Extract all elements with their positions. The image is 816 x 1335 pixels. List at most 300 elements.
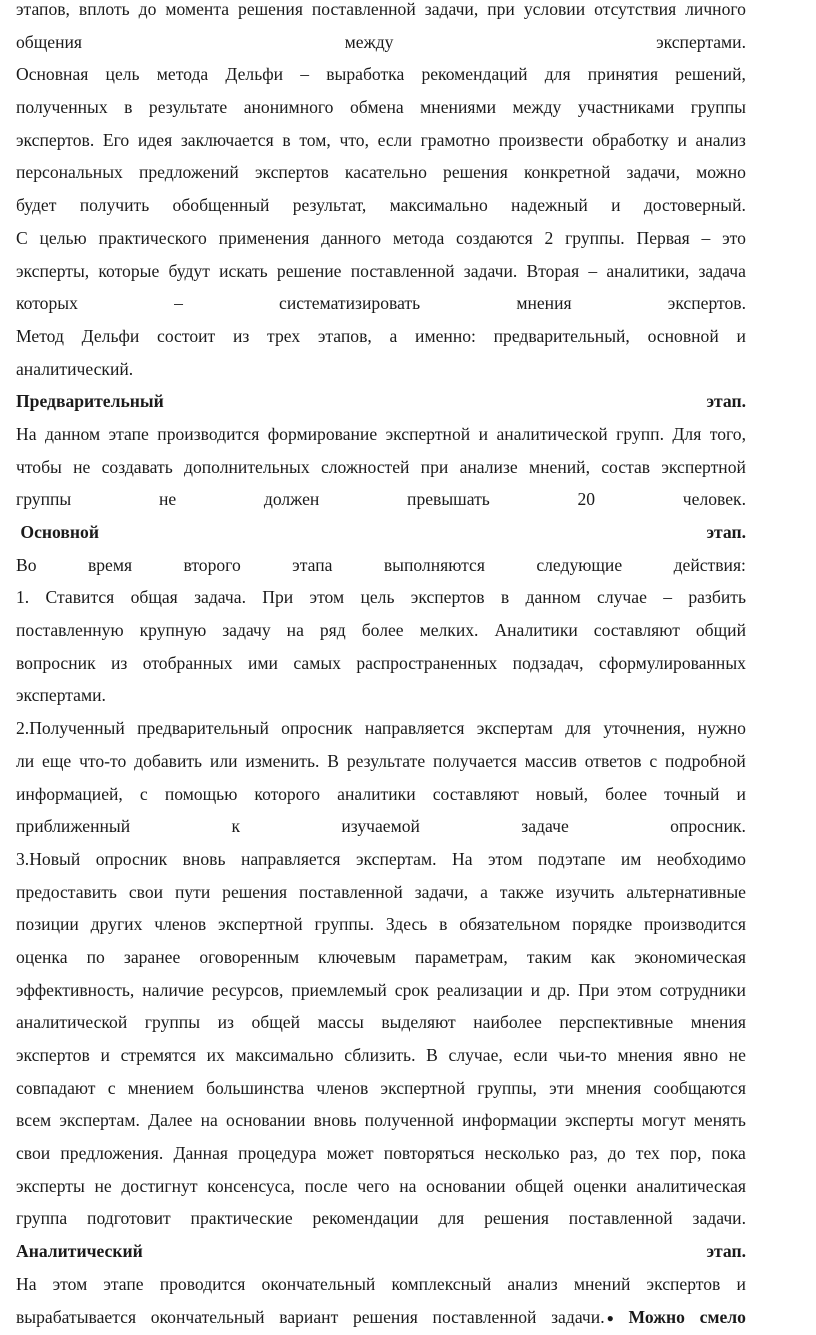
word: экспертам (476, 718, 553, 739)
word: данном (44, 423, 101, 444)
word: практические (190, 1208, 293, 1229)
word: обработку (592, 129, 669, 150)
word: ресурсов, (211, 979, 284, 1000)
text-line (16, 549, 746, 582)
word: опросник (281, 718, 353, 739)
word: уточнения, (603, 718, 686, 739)
word: практического (98, 227, 207, 248)
word: массив (524, 750, 577, 771)
word: пор, (669, 1143, 702, 1164)
word: выделяют (381, 1012, 456, 1033)
word: может (326, 1143, 374, 1164)
text-line (16, 941, 746, 974)
word: человек. (682, 489, 746, 510)
word: это (722, 227, 746, 248)
word: и (736, 783, 746, 804)
word: экспертов (16, 1045, 90, 1065)
word: сообщаются (653, 1077, 746, 1098)
word: результате (148, 97, 228, 118)
word: направляется (364, 718, 465, 739)
word: всем (16, 1110, 52, 1131)
text-line (16, 255, 746, 288)
word: распространенных (356, 652, 498, 673)
word: решения (238, 0, 303, 19)
text-line (16, 156, 746, 189)
word: наличие (142, 979, 204, 1000)
word: Вторая (526, 260, 580, 281)
text-line (16, 1137, 746, 1170)
word: и (736, 1273, 746, 1294)
word: Метод (16, 325, 64, 346)
word: с (649, 750, 658, 771)
word: С (16, 227, 28, 248)
word: Предварительный (16, 391, 164, 412)
word: На (16, 423, 37, 444)
word: 1. (16, 587, 30, 608)
word: более (361, 620, 404, 641)
word: мнений (573, 1273, 631, 1294)
word: наиболее (473, 1012, 542, 1033)
word: При (262, 587, 294, 608)
word: помощью (164, 783, 238, 804)
word: обязательном (459, 914, 561, 935)
word: случае, (448, 1045, 503, 1065)
text-line (16, 287, 746, 320)
section-heading-line (16, 516, 746, 549)
word: не (73, 456, 91, 477)
word: добавить (134, 750, 203, 771)
word: основании (226, 1110, 306, 1131)
word: оценки (573, 1175, 627, 1196)
word: отсутствия (594, 0, 677, 19)
word: изучить (555, 881, 615, 902)
word: время (87, 554, 133, 575)
word: этап. (706, 1241, 746, 1262)
word: Во (16, 554, 37, 575)
word: создаются (456, 227, 533, 248)
word: мнением (127, 1077, 194, 1098)
word: формирование (267, 423, 378, 444)
word: на (399, 1175, 417, 1196)
word: вновь (182, 848, 226, 869)
word: не (158, 489, 177, 510)
word: поставленной (350, 260, 455, 281)
word: этом (309, 587, 345, 608)
word: этапов, (317, 325, 372, 346)
word: создавать (101, 456, 173, 477)
word: Дельфи (81, 325, 140, 346)
word: В (327, 750, 339, 771)
word: – (588, 260, 598, 281)
word: На (451, 848, 473, 869)
word: несколько (484, 1143, 560, 1164)
word: экспертами. (16, 685, 106, 706)
word: которые (98, 260, 160, 281)
word: аналитической (16, 1012, 128, 1033)
text-line (16, 353, 746, 386)
word: между (512, 97, 562, 118)
word: тех (635, 1143, 660, 1164)
word: эксперты (16, 1175, 85, 1196)
word: производится (643, 914, 746, 935)
word: чтобы (16, 456, 62, 477)
word: вырабатывается (16, 1306, 137, 1327)
text-line (16, 320, 746, 353)
word: таким (526, 946, 572, 967)
word: приближенный (16, 816, 131, 837)
word: Аналитический (16, 1241, 143, 1262)
word: второго (183, 554, 241, 575)
word: результате (346, 750, 426, 771)
word: заранее (123, 946, 181, 967)
text-line (16, 58, 746, 91)
word: – (174, 293, 183, 314)
word: к (231, 816, 241, 837)
word: совпадают (16, 1077, 96, 1098)
word: пока (711, 1143, 746, 1164)
word: экспертов. (16, 129, 95, 150)
word: ими (248, 652, 278, 673)
word: мнения (617, 1045, 673, 1065)
text-line (16, 451, 746, 484)
word: не (94, 1175, 112, 1196)
text-line (16, 189, 746, 222)
word: том, (299, 129, 331, 150)
word: будет (16, 195, 57, 216)
word: метода (392, 227, 445, 248)
word: стремятся (120, 1045, 196, 1065)
text-line (16, 1170, 746, 1203)
word: экспертной (385, 423, 471, 444)
word: и (611, 195, 621, 216)
word: им (620, 848, 642, 869)
word: ключевым (318, 946, 396, 967)
word: новый, (535, 783, 589, 804)
word: участниками (577, 97, 675, 118)
word: общей (251, 1012, 300, 1033)
word: мнениями (420, 97, 497, 118)
word: данном (525, 587, 581, 608)
word: если (513, 1045, 548, 1065)
word: принятия (587, 64, 659, 85)
word: Аналитики (494, 620, 578, 641)
word: свои (16, 1143, 51, 1164)
word: др. (548, 979, 571, 1000)
word: достоверный. (643, 195, 746, 216)
word: достигнут (121, 1175, 198, 1196)
word: решение (276, 260, 342, 281)
word: максимально (389, 195, 488, 216)
word: Для (672, 423, 702, 444)
word: задачи, (414, 881, 469, 902)
word: грамотно (420, 129, 491, 150)
word: 2.Полученный (16, 718, 125, 739)
word: эксперты (564, 1110, 634, 1131)
word: результат, (292, 195, 367, 216)
word: экспертной (380, 1077, 466, 1098)
word: срок (394, 979, 429, 1000)
word: приемлемый (291, 979, 387, 1000)
word: решения (443, 162, 508, 183)
word: этом (52, 1273, 88, 1294)
word: следующие (536, 554, 623, 575)
word: или (209, 750, 238, 771)
word: которых (16, 293, 78, 314)
word: будут (168, 260, 210, 281)
word: группы, (477, 1077, 537, 1098)
word: необходимо (656, 848, 746, 869)
word: разбить (688, 587, 746, 608)
word: оценка (16, 946, 68, 967)
word: производится (157, 423, 260, 444)
word: и (530, 979, 541, 1000)
word: выполняются (383, 554, 485, 575)
text-line (16, 1104, 746, 1137)
word: параметрам, (414, 946, 508, 967)
word: экспертам. (59, 1110, 140, 1131)
word: – (300, 64, 310, 85)
word: их (206, 1045, 225, 1065)
word: группы. (565, 227, 625, 248)
word: не (728, 1045, 746, 1065)
word: опросник. (670, 816, 746, 837)
word: раз, (569, 1143, 598, 1164)
word: групп. (616, 423, 664, 444)
word: поставленной (311, 0, 416, 19)
bullet-icon: ● (606, 1311, 614, 1326)
word: сотрудники (659, 979, 746, 1000)
word: задачи. ● (551, 1301, 614, 1334)
word: мелких. (419, 620, 479, 641)
text-line (16, 876, 746, 909)
word: случае (597, 587, 647, 608)
text-line (16, 222, 746, 255)
word: экспертной (661, 456, 746, 477)
word: задача (698, 260, 746, 281)
word: составляют (593, 620, 680, 641)
word: произвести (498, 129, 584, 150)
word: искать (219, 260, 268, 281)
word: экспертов. (667, 293, 746, 314)
word: этом (617, 979, 652, 1000)
word: – (663, 587, 673, 608)
word: общей (515, 1175, 564, 1196)
text-line (16, 712, 746, 745)
word: в (439, 914, 448, 935)
word: 2 (544, 227, 554, 248)
word: решения (484, 1208, 549, 1229)
word: поставленной (568, 1208, 673, 1229)
word: систематизировать (279, 293, 421, 314)
text-line (16, 974, 746, 1007)
word: смело (699, 1306, 746, 1327)
word: рекомендаций (421, 64, 528, 85)
word: момента (165, 0, 230, 19)
word: могут (641, 1110, 686, 1131)
word: полученных (16, 97, 108, 118)
word: которого (254, 783, 321, 804)
word: а (389, 325, 398, 346)
word: В (426, 1045, 438, 1065)
word: экономическая (634, 946, 746, 967)
word: Его (102, 129, 130, 150)
word: анализе (459, 456, 518, 477)
word: решений, (675, 64, 746, 85)
word: мнения (586, 1077, 642, 1098)
word: вариант (279, 1306, 339, 1327)
word: данного (321, 227, 382, 248)
word: членов (316, 1077, 369, 1098)
word: трех (267, 325, 301, 346)
word: этапов, (16, 0, 70, 19)
word: общая (130, 587, 178, 608)
word: подзадач, (512, 652, 584, 673)
word: поставленной (432, 1306, 537, 1327)
word: Основной (16, 522, 99, 542)
word: в (124, 97, 133, 118)
word: применения (218, 227, 310, 248)
word: до (138, 0, 157, 19)
word: при (420, 456, 449, 477)
word: предоставить (16, 881, 117, 902)
word: экспертной (218, 914, 303, 935)
word: Данная (173, 1143, 228, 1164)
word: этапе (103, 1273, 144, 1294)
text-line (16, 778, 746, 811)
word: на (200, 1110, 218, 1131)
word: в (282, 129, 291, 150)
word: точный (664, 783, 720, 804)
text-line (16, 647, 746, 680)
word: предложения. (60, 1143, 164, 1164)
word: задачу (222, 620, 271, 641)
word: направляется (240, 848, 341, 869)
word: состав (601, 456, 651, 477)
word: реализации (436, 979, 523, 1000)
word: Ставится (45, 587, 115, 608)
word: анализ (507, 1273, 558, 1294)
word: из (232, 325, 250, 346)
word: рекомендации (312, 1208, 419, 1229)
word: членов (154, 914, 207, 935)
word: задачи. (692, 1208, 746, 1229)
word: окончательный (150, 1306, 265, 1327)
text-line (16, 124, 746, 157)
word: изменить. (245, 750, 320, 771)
word: этап. (706, 522, 746, 542)
word: а (480, 881, 488, 902)
word: других (90, 914, 143, 935)
word: общий (695, 620, 746, 641)
word: персональных (16, 162, 123, 183)
word: аналитическая (636, 1175, 746, 1196)
word: изучаемой (341, 816, 420, 837)
word: метода (156, 64, 209, 85)
word: цель (105, 64, 140, 85)
word: выработка (326, 64, 405, 85)
word: надежный (511, 195, 588, 216)
word: проводится (159, 1273, 246, 1294)
word: большинства (206, 1077, 305, 1098)
word: консенсуса, (207, 1175, 295, 1196)
word: ли (16, 750, 35, 771)
word: пути (174, 881, 211, 902)
word: сблизить. (344, 1045, 416, 1065)
word: аналитический. (16, 358, 134, 379)
word: задача. (194, 587, 246, 608)
word: задаче (521, 816, 569, 837)
word: превышать (407, 489, 490, 510)
word: и (736, 325, 746, 346)
word: информации (462, 1110, 557, 1131)
word: на (286, 620, 304, 641)
word: вопросник (16, 652, 96, 673)
word: этапе (108, 423, 149, 444)
word: этап. (706, 391, 746, 412)
word: Дельфи (225, 64, 284, 85)
word: эти (549, 1077, 574, 1098)
word: личного (685, 0, 746, 19)
text-line (16, 483, 746, 516)
word: предложений (138, 162, 239, 183)
word: задачи, (424, 0, 479, 19)
word: При (578, 979, 610, 1000)
word: анонимного (243, 97, 334, 118)
word: составляют (432, 783, 519, 804)
word: явно (683, 1045, 719, 1065)
text-line (16, 1006, 746, 1039)
text-line (16, 91, 746, 124)
word: альтернативные (626, 881, 746, 902)
word: поставленную (16, 620, 124, 641)
word: с (107, 1077, 116, 1098)
word: еще (42, 750, 72, 771)
word: экспертами. (656, 31, 746, 52)
word: вплоть (78, 0, 130, 19)
text-line (16, 26, 746, 59)
word: нужно (697, 718, 746, 739)
word: поставленной (298, 881, 403, 902)
word: задачи, (626, 162, 680, 183)
text-line (16, 1039, 746, 1072)
word: обобщенный (172, 195, 270, 216)
word: состоит (157, 325, 216, 346)
word: группы (144, 1012, 201, 1033)
word: перспективные (559, 1012, 674, 1033)
word: для (438, 1208, 465, 1229)
word: Основная (16, 64, 89, 85)
word: Далее (148, 1110, 193, 1131)
word: если (377, 129, 412, 150)
text-line (16, 1072, 746, 1105)
word: группы (690, 97, 746, 118)
word: по (86, 946, 105, 967)
word: этом (487, 848, 523, 869)
word: группа (16, 1208, 68, 1229)
word: вновь (313, 1110, 357, 1131)
word: сформулированных (598, 652, 746, 673)
word: группы (16, 489, 72, 510)
text-line (16, 843, 746, 876)
word: основании (426, 1175, 506, 1196)
word: задачи. (463, 260, 518, 281)
text-line (16, 745, 746, 778)
word: эффективность, (16, 979, 135, 1000)
word: получить (79, 195, 150, 216)
word: аналитики (337, 783, 416, 804)
word: и (478, 423, 489, 444)
word: что-то (79, 750, 127, 771)
